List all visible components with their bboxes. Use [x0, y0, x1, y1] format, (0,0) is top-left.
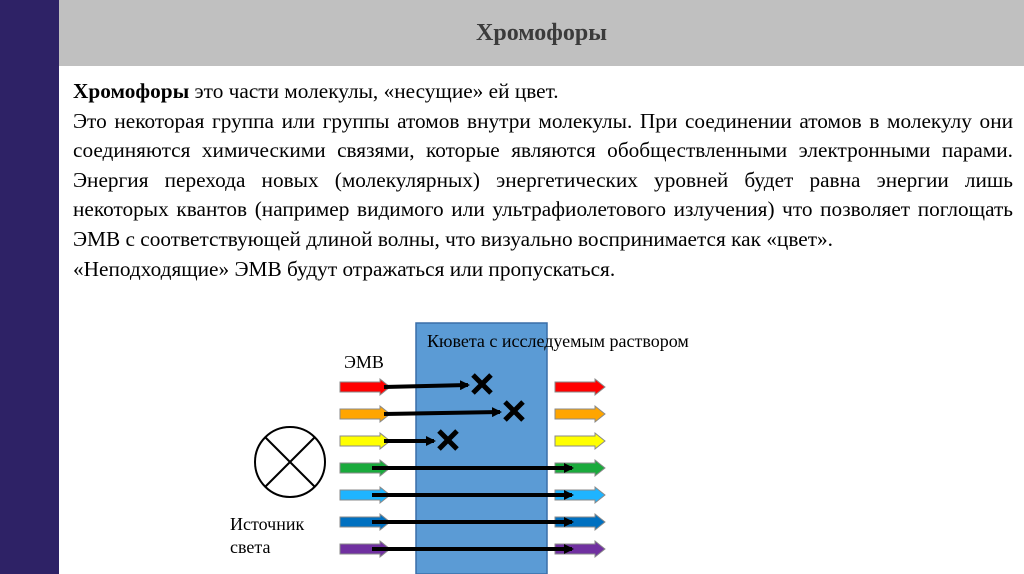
outgoing-ray-arrow — [555, 406, 605, 422]
incoming-ray-arrow — [340, 379, 390, 395]
emv-label: ЭМВ — [344, 352, 384, 372]
cuvette-label: Кювета с исследуемым раствором — [427, 331, 689, 351]
definition-term: Хромофоры — [73, 79, 190, 103]
absorbed-ray-line — [384, 412, 500, 414]
explanation-paragraph: Это некоторая группа или группы атомов внутри молекулы. При соединении атомов в молекулу они соединяются химическими связями, которые являются обобществленными электронными парами. Энергия перехода новых (молекулярных) энергетических уровней будет равна энергии лишь некоторых квантов (например видимого или ультрафиолетового излучения) что позволяет поглощать ЭМВ с соответствующей длиной волны, что визуально воспринимается как «цвет». — [73, 108, 1013, 251]
light-source-icon — [255, 427, 325, 497]
source-label-line2: света — [230, 537, 271, 557]
source-label-line1: Источник — [230, 514, 305, 534]
slide-title: Хромофоры — [476, 19, 607, 46]
absorbed-ray-line — [384, 385, 468, 387]
incoming-ray-arrow — [340, 406, 390, 422]
closing-line: «Неподходящие» ЭМВ будут отражаться или пропускаться. — [73, 256, 616, 281]
outgoing-ray-arrow — [555, 433, 605, 449]
outgoing-ray-arrow — [555, 379, 605, 395]
definition-text: это части молекулы, «несущие» ей цвет. — [189, 79, 559, 103]
cuvette — [416, 323, 547, 574]
incoming-ray-arrow — [340, 433, 390, 449]
